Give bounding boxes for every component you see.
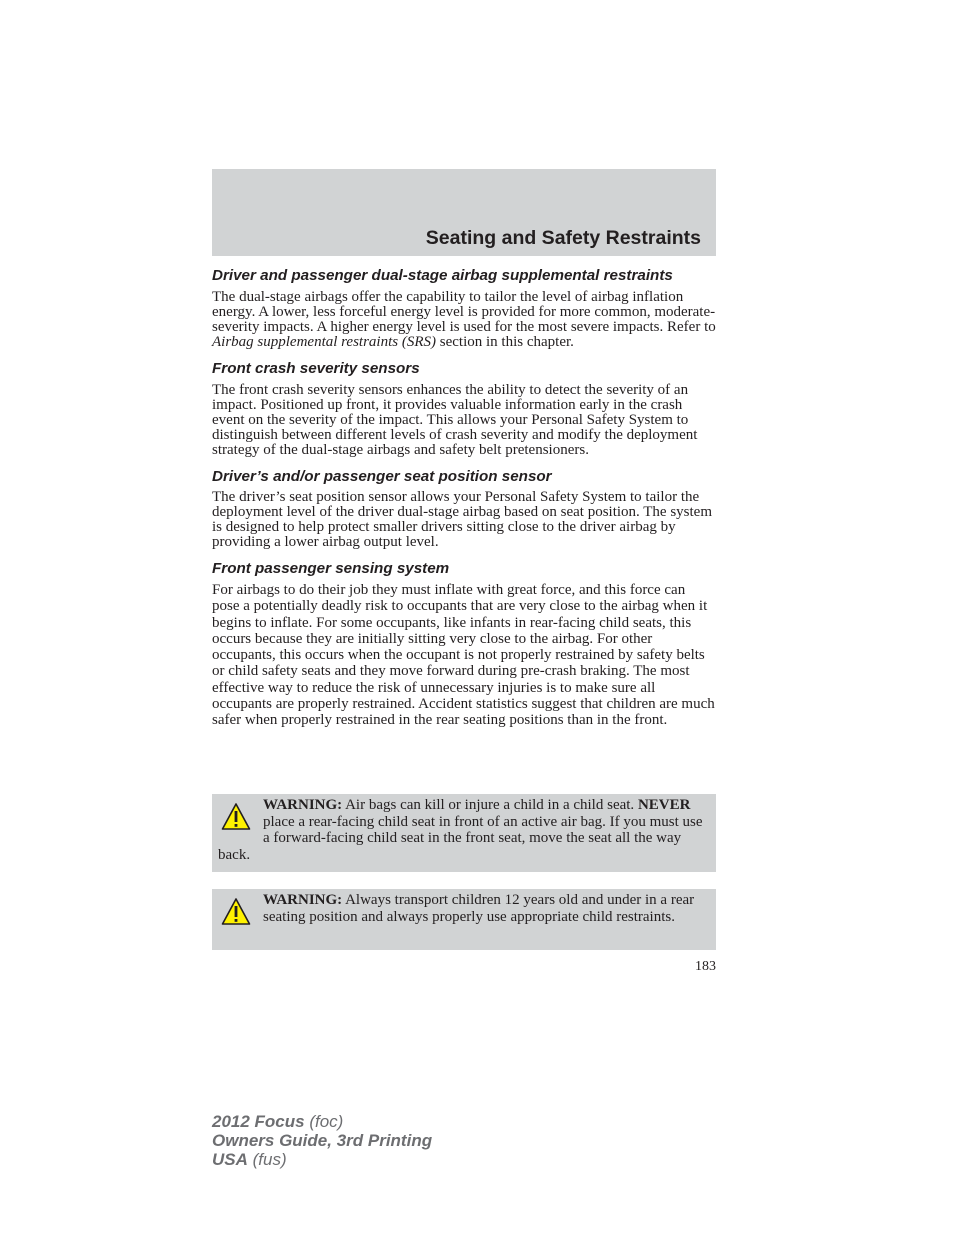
page-number: 183 xyxy=(695,959,716,974)
paragraph-dual-stage-airbag xyxy=(212,290,716,350)
footer-model-code: (foc) xyxy=(304,1112,344,1131)
warning-body: place a rear-facing child seat in front of an active air bag. If you must use a forward-facing child seat in the front seat, move the seat all the way back. xyxy=(218,813,703,863)
heading-front-crash-sensors: Front crash severity sensors xyxy=(212,360,420,377)
warning-text xyxy=(218,797,708,863)
heading-dual-stage-airbag: Driver and passenger dual-stage airbag supplemental restraints xyxy=(212,267,673,284)
paragraph-front-crash-sensors: The front crash severity sensors enhances the ability to detect the severity of an impact. Positioned up front, it provides valuable information early in the crash event on the severity of the impact. This allows your Personal Safety System to distinguish between different levels of crash severity and modify the deployment strategy of the dual-stage airbags and safety belt pretensioners. xyxy=(212,382,698,458)
warning-label: WARNING: xyxy=(263,797,343,813)
warning-text xyxy=(218,892,708,925)
warning-body: Air bags can kill or injure a child in a child seat. xyxy=(342,797,638,813)
footer-guide: Owners Guide, 3rd Printing xyxy=(212,1131,433,1150)
header-band xyxy=(212,169,716,256)
paragraph-text: section in this chapter. xyxy=(436,334,574,350)
footer-market: USA xyxy=(212,1150,248,1169)
section-title: Seating and Safety Restraints xyxy=(425,227,701,249)
warning-label: WARNING: xyxy=(263,892,343,908)
warning-body: Always transport children 12 years old and under in a rear seating position and always properly use appropriate child restraints. xyxy=(263,892,695,925)
cross-reference: Airbag supplemental restraints (SRS) xyxy=(212,334,437,350)
warning-emphasis: NEVER xyxy=(637,797,691,813)
paragraph-text: The dual-stage airbags offer the capability to tailor the level of airbag inflation energy. A lower, less forceful energy level is provided for more common, moderate-severity impacts. A higher energy level is used for the most severe impacts. Refer to xyxy=(212,289,716,335)
footer-line-guide xyxy=(212,1131,432,1150)
warning-triangle-icon xyxy=(221,802,251,832)
footer-model: 2012 Focus xyxy=(212,1112,305,1131)
content xyxy=(212,266,716,729)
warning-triangle-icon xyxy=(221,897,251,927)
footer-line-market xyxy=(212,1150,432,1169)
warning-box-child-seat xyxy=(212,794,716,872)
heading-seat-position-sensor: Driver’s and/or passenger seat position sensor xyxy=(212,468,552,485)
warning-box-rear-seating xyxy=(212,889,716,950)
paragraph-seat-position-sensor: The driver’s seat position sensor allows your Personal Safety System to tailor the deployment level of the driver dual-stage airbag based on seat position. The system is designed to help protect smaller drivers sitting close to the driver airbag by providing a lower airbag output level. xyxy=(212,489,713,550)
paragraph-passenger-sensing: For airbags to do their job they must inflate with great force, and this force can pose a potentially deadly risk to occupants that are very close to the airbag when it begins to inflate. For some occupants, like infants in rear-facing child seats, this occurs because they are initially sitting very close to the airbag. For other occupants, this occurs when the occupant is not properly restrained by safety belts or child safety seats and they move forward during pre-crash braking. The most effective way to reduce the risk of unnecessary injuries is to make sure all occupants are properly restrained. Accident statistics suggest that children are much safer when properly restrained in the rear seating positions than in the front. xyxy=(212,582,715,729)
heading-passenger-sensing: Front passenger sensing system xyxy=(212,560,450,577)
footer xyxy=(212,1112,432,1169)
footer-market-code: (fus) xyxy=(247,1150,287,1169)
footer-line-model xyxy=(212,1112,432,1131)
